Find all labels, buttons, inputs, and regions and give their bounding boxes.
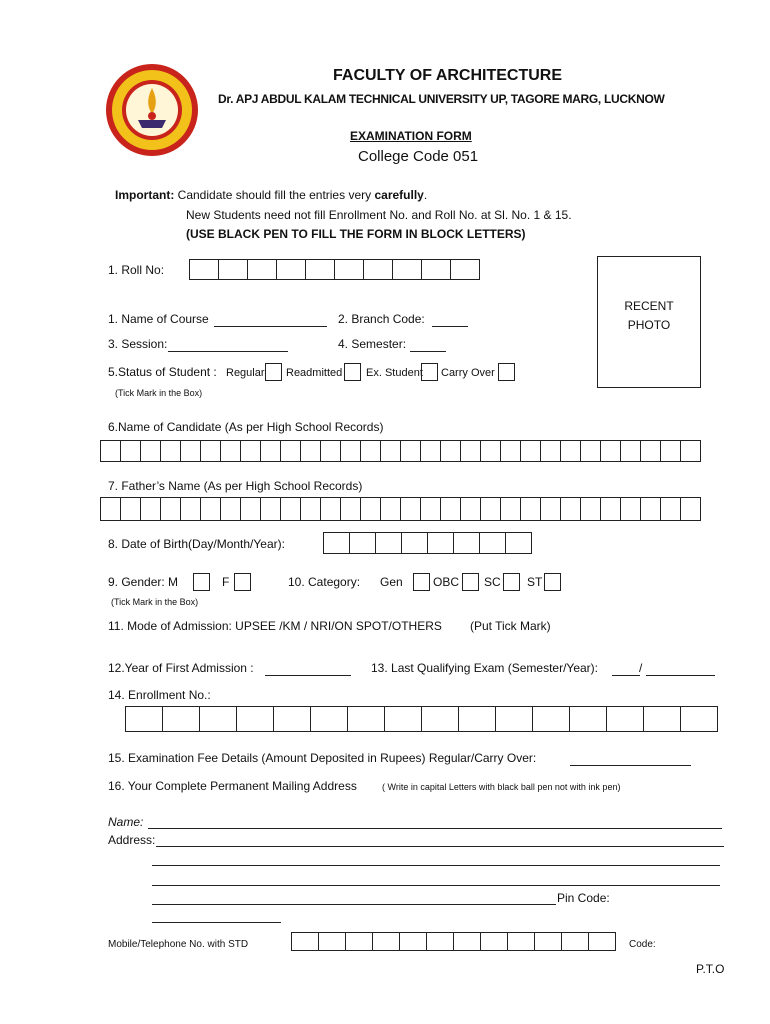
address-line-3[interactable]: [152, 885, 720, 886]
cat-obc-label: OBC: [433, 575, 460, 589]
gender-label: 9. Gender: M: [108, 575, 179, 589]
roll-no-boxes[interactable]: [190, 259, 480, 280]
status-carry-label: Carry Over: [441, 367, 495, 379]
photo-label-2: PHOTO: [627, 318, 671, 332]
fee-label: 15. Examination Fee Details (Amount Deposited in Rupees) Regular/Carry Over:: [108, 751, 537, 765]
mode-tick-note: (Put Tick Mark): [470, 619, 551, 633]
faculty-title: FACULTY OF ARCHITECTURE: [333, 67, 563, 84]
session-label: 3. Session:: [108, 337, 168, 351]
father-name-boxes[interactable]: [101, 497, 701, 521]
last-exam-label: 13. Last Qualifying Exam (Semester/Year):: [371, 661, 598, 675]
college-code: College Code 051: [358, 148, 479, 165]
dob-boxes[interactable]: [324, 532, 532, 554]
status-readmitted-label: Readmitted: [286, 367, 343, 379]
address-note: ( Write in capital Letters with black ball pen not with ink pen): [382, 782, 621, 792]
session-line[interactable]: [168, 351, 288, 352]
pin-line[interactable]: [152, 922, 281, 923]
course-line[interactable]: [214, 326, 327, 327]
important-line-3: (USE BLACK PEN TO FILL THE FORM IN BLOCK LETTERS): [186, 227, 526, 241]
gender-f-box[interactable]: [234, 573, 251, 591]
gender-m-box[interactable]: [193, 573, 210, 591]
dob-label: 8. Date of Birth(Day/Month/Year):: [108, 537, 285, 551]
name-line[interactable]: [148, 828, 722, 829]
category-label: 10. Category:: [288, 575, 361, 589]
pto-label: P.T.O: [696, 962, 725, 976]
address-label: Address:: [108, 833, 156, 847]
candidate-name-boxes[interactable]: [101, 440, 701, 462]
code-label: Code:: [629, 939, 656, 950]
important-label: Important:: [115, 188, 175, 202]
course-label: 1. Name of Course: [108, 312, 209, 326]
mode-label: 11. Mode of Admission: UPSEE /KM / NRI/ON SPOT/OTHERS: [108, 619, 442, 633]
semester-line[interactable]: [410, 351, 446, 352]
cat-sc-box[interactable]: [503, 573, 520, 591]
address-line-4[interactable]: [152, 904, 556, 905]
tick-note-2: (Tick Mark in the Box): [111, 597, 199, 607]
last-exam-semester-line[interactable]: [612, 675, 640, 676]
important-line-1: [115, 188, 427, 202]
enroll-label: 14. Enrollment No.:: [108, 688, 211, 702]
status-regular-label: Regular: [226, 367, 265, 379]
address-line-1[interactable]: [156, 846, 724, 847]
status-regular-box[interactable]: [265, 363, 282, 381]
university-logo: [104, 62, 200, 158]
enroll-boxes[interactable]: [126, 706, 718, 732]
address-line-2[interactable]: [152, 865, 720, 866]
important-bold: carefully: [374, 188, 424, 202]
mobile-label: Mobile/Telephone No. with STD: [108, 939, 249, 950]
cat-gen-box[interactable]: [413, 573, 430, 591]
status-carry-box[interactable]: [498, 363, 515, 381]
form-title: EXAMINATION FORM: [350, 129, 472, 143]
branch-label: 2. Branch Code:: [338, 312, 425, 326]
status-label: 5.Status of Student :: [108, 365, 217, 379]
tick-note: (Tick Mark in the Box): [115, 388, 203, 398]
cat-st-label: ST: [527, 575, 543, 589]
important-line-2: New Students need not fill Enrollment No. and Roll No. at Sl. No. 1 & 15.: [186, 208, 572, 222]
name-label: Name:: [108, 815, 144, 829]
cat-obc-box[interactable]: [462, 573, 479, 591]
important-end: .: [423, 188, 428, 202]
branch-line[interactable]: [432, 326, 468, 327]
important-text: Candidate should fill the entries very: [177, 188, 372, 202]
candidate-name-label: 6.Name of Candidate (As per High School Records): [108, 420, 384, 434]
roll-no-label: 1. Roll No:: [108, 263, 165, 277]
gender-f-label: F: [222, 575, 230, 589]
father-name-label: 7. Father’s Name (As per High School Records): [108, 479, 363, 493]
address-head: 16. Your Complete Permanent Mailing Address: [108, 779, 357, 793]
status-ex-box[interactable]: [421, 363, 438, 381]
cat-sc-label: SC: [484, 575, 501, 589]
mobile-boxes[interactable]: [292, 932, 616, 951]
status-ex-label: Ex. Student: [366, 367, 423, 379]
last-exam-slash: /: [639, 661, 643, 675]
cat-gen-label: Gen: [380, 575, 403, 589]
last-exam-year-line[interactable]: [646, 675, 715, 676]
year-first-label: 12.Year of First Admission :: [108, 661, 254, 675]
pin-label: Pin Code:: [557, 891, 610, 905]
photo-box[interactable]: [597, 256, 701, 388]
fee-line[interactable]: [570, 765, 691, 766]
cat-st-box[interactable]: [544, 573, 561, 591]
semester-label: 4. Semester:: [338, 337, 407, 351]
photo-label-1: RECENT: [624, 299, 674, 313]
status-readmitted-box[interactable]: [344, 363, 361, 381]
university-name: Dr. APJ ABDUL KALAM TECHNICAL UNIVERSITY UP, TAGORE MARG, LUCKNOW: [218, 92, 665, 106]
year-first-line[interactable]: [265, 675, 351, 676]
